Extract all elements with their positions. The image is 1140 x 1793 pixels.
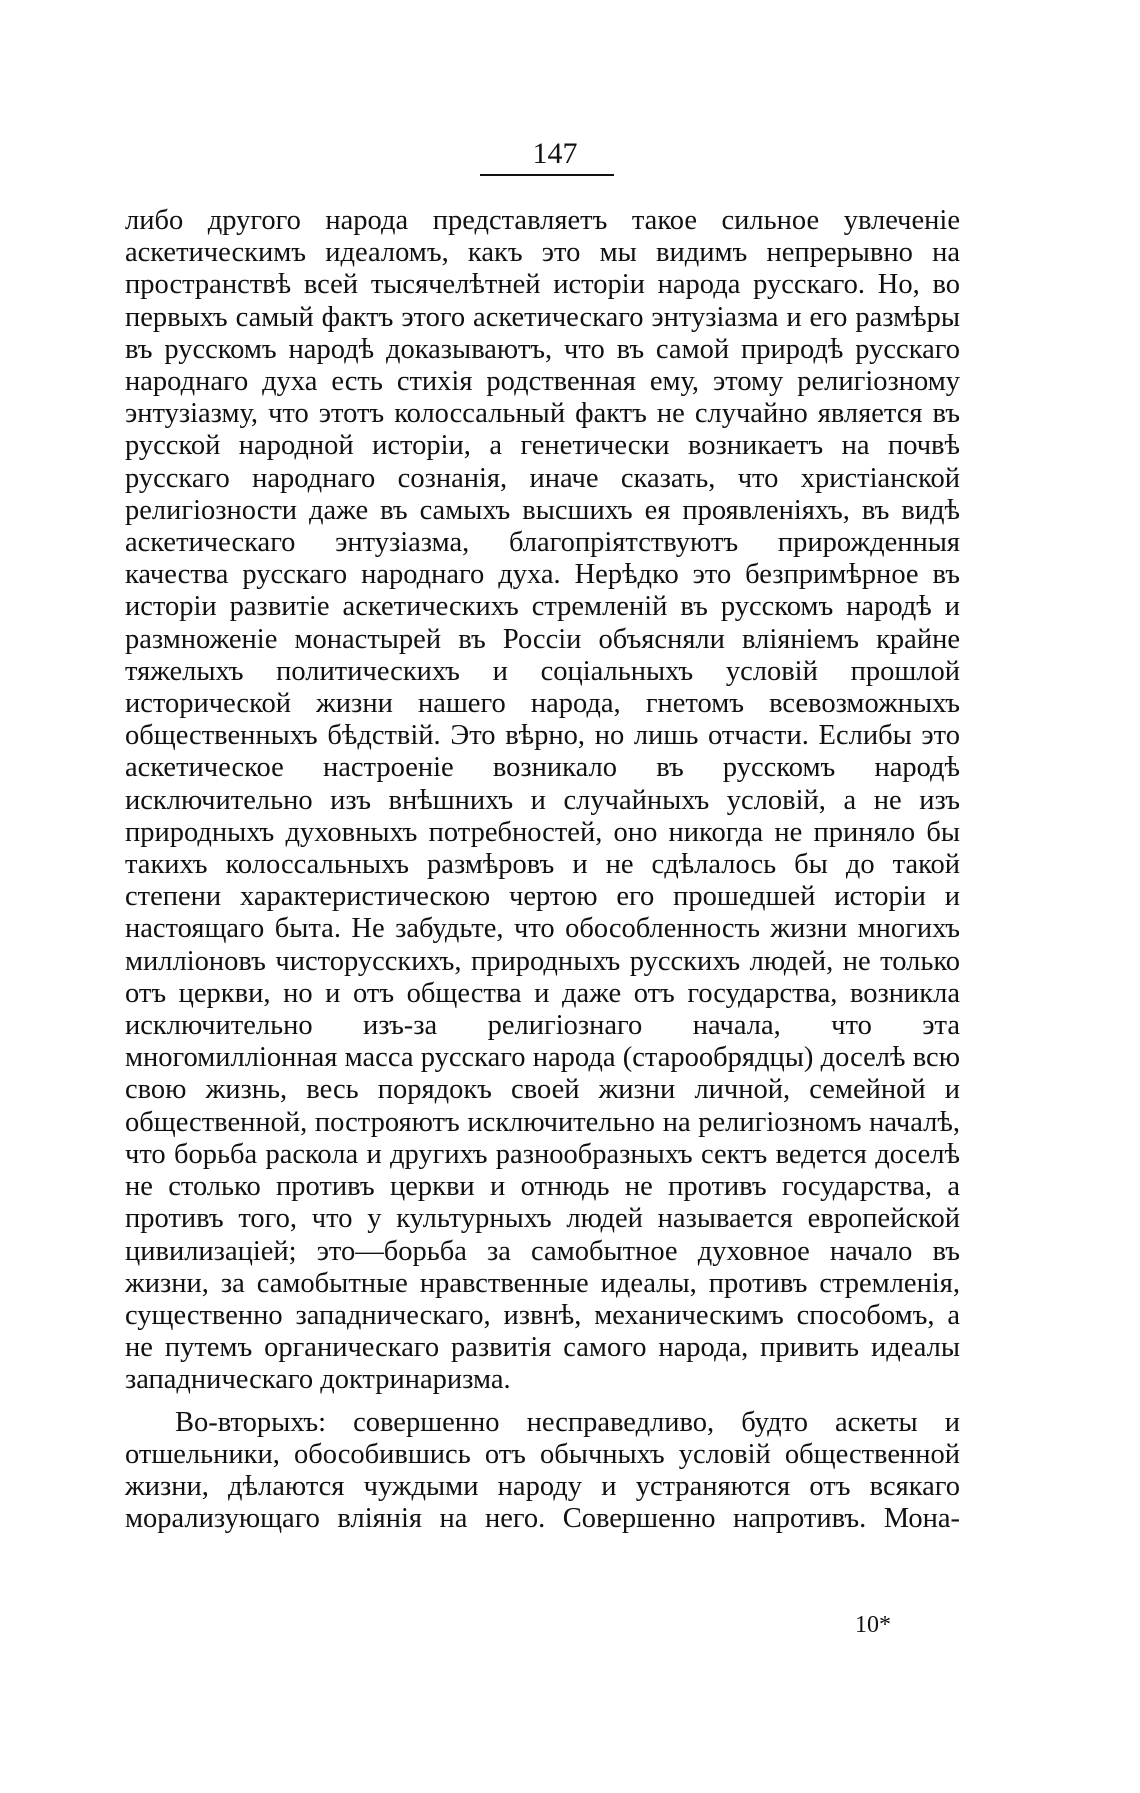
paragraph-1: либо другого народа представляетъ такое сильное увлеченіе аскетическимъ идеаломъ, какъ это мы видимъ непрерывно на пространствѣ всей тысячелѣтней исторіи народа русскаго. Но, во первыхъ самый фактъ этого аскетическаго энтузіазма и его размѣры въ русскомъ народѣ доказываютъ, что въ самой природѣ русскаго народнаго духа есть стихія родственная ему, этому религіозному энтузіазму, что этотъ колоссальный фактъ не случайно является въ русской народной исторіи, а генетически возникаетъ на почвѣ русскаго народнаго сознанія, иначе сказать, что христіанской религіозности даже въ самыхъ высшихъ ея проявленіяхъ, въ видѣ аскетическаго энтузіазма, благопріятствуютъ прирожденныя качества русскаго народнаго духа. Нерѣдко это безпримѣрное въ исторіи развитіе аскетическихъ стремленій въ русскомъ народѣ и размноженіе монастырей въ Россіи объясняли вліяніемъ крайне тяжелыхъ политическихъ и соціальныхъ условій прошлой исторической жизни нашего народа, гнетомъ всевозможныхъ общественныхъ бѣдствій. Это вѣрно, но лишь отчасти. Еслибы это аскетическое настроеніе возникало въ русскомъ народѣ исключительно изъ внѣшнихъ и случайныхъ условій, а не изъ природныхъ духовныхъ потребностей, оно никогда не приняло бы такихъ колоссальныхъ размѣровъ и не сдѣлалось бы до такой степени характеристическою чертою его прошедшей исторіи и настоящаго быта. Не забудьте, что обособленность жизни многихъ милліоновъ чисторусскихъ, природныхъ русскихъ людей, не только отъ церкви, но и отъ общества и даже отъ государства, возникла исключительно изъ-за религіознаго начала, что эта многомилліонная масса русскаго народа (старообрядцы) доселѣ всю свою жизнь, весь порядокъ своей жизни личной, семейной и общественной, построяютъ исключительно на религіозномъ началѣ, что борьба раскола и другихъ разнообразныхъ сектъ ведется доселѣ не столько противъ церкви и отнюдь не противъ государства, а противъ того, что у культурныхъ людей называется европейской цивилизацiей; это—борьба за самобытное духовное начало въ жизни, за самобытные нравственные идеалы, противъ стремленія, существенно западническаго, извнѣ, механическимъ способомъ, а не путемъ органическаго развитія самого народа, привить идеалы западническаго доктринаризма. (125, 205, 960, 1396)
signature-mark: 10* (855, 1612, 891, 1638)
page-number: 147 (532, 137, 578, 170)
body-text (125, 205, 960, 1535)
paragraph-2: Во-вторыхъ: совершенно несправедливо, будто аскеты и отшельники, обособившись отъ обычныхъ условій общественной жизни, дѣлаются чуждыми народу и устраняются отъ всякаго морализующаго вліянія на него. Совершенно напротивъ. Мона- (125, 1406, 960, 1535)
page-number-rule (480, 174, 614, 176)
